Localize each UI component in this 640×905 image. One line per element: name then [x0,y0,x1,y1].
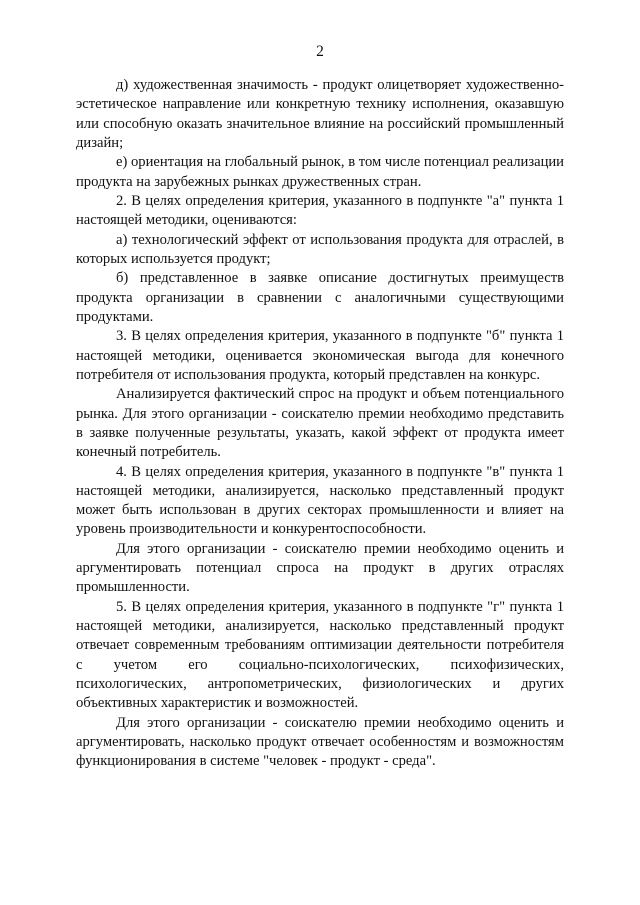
paragraph-3-criterion-b: 3. В целях определения критерия, указанного в подпункте "б" пункта 1 настоящей методики, оценивается экономическая выгода для конечного потребителя от использования продукта, который представлен на конкурс. [76,328,564,383]
page-number: 2 [316,43,324,60]
paragraph-2b-advantages: б) представленное в заявке описание достигнутых преимуществ продукта организации в сравнении с аналогичными существующими продуктами. [76,270,564,325]
paragraph-5-system-compliance: Для этого организации - соискателю премии необходимо оценить и аргументировать, насколько продукт отвечает особенностям и возможностям функционирования в системе "человек - продукт - среда". [76,714,564,770]
paragraph-2a-technological-effect: а) технологический эффект от использования продукта для отраслей, в которых используется продукт; [76,231,564,267]
paragraph-3-demand-analysis: Анализируется фактический спрос на продукт и объем потенциального рынка. Для этого организации - соискателю премии необходимо представить в заявке полученные результаты, указать, какой эффект от продукта имеет конечный потребитель. [76,386,564,461]
paragraph-d-artistic-significance: д) художественная значимость - продукт олицетворяет художественно-эстетическое направление или конкретную технику исполнения, оказавшую или способную оказать значительное влияние на российский промышленный дизайн; [76,77,564,151]
paragraph-e-global-market: е) ориентация на глобальный рынок, в том числе потенциал реализации продукта на зарубежных рынках дружественных стран. [76,154,564,190]
paragraph-5-criterion-d: 5. В целях определения критерия, указанного в подпункте "г" пункта 1 настоящей методики, анализируется, насколько представленный продукт отвечает современным требованиям оптимизации деятельности потребителя с учетом его социально-психологических, психофизических, психологических, антропометрических, физиологических и других объективных характеристик и возможностей. [76,598,564,712]
paragraph-4-criterion-c: 4. В целях определения критерия, указанного в подпункте "в" пункта 1 настоящей методики, анализируется, насколько представленный продукт может быть использован в других секторах промышленности и влияет на уровень производительности и конкурентоспособности. [76,463,564,538]
paragraph-4-demand-potential: Для этого организации - соискателю премии необходимо оценить и аргументировать потенциал спроса на продукт в других отраслях промышленности. [76,540,564,596]
paragraph-2-criterion-a: 2. В целях определения критерия, указанного в подпункте "а" пункта 1 настоящей методики, оцениваются: [76,192,564,229]
document-body [76,76,564,772]
